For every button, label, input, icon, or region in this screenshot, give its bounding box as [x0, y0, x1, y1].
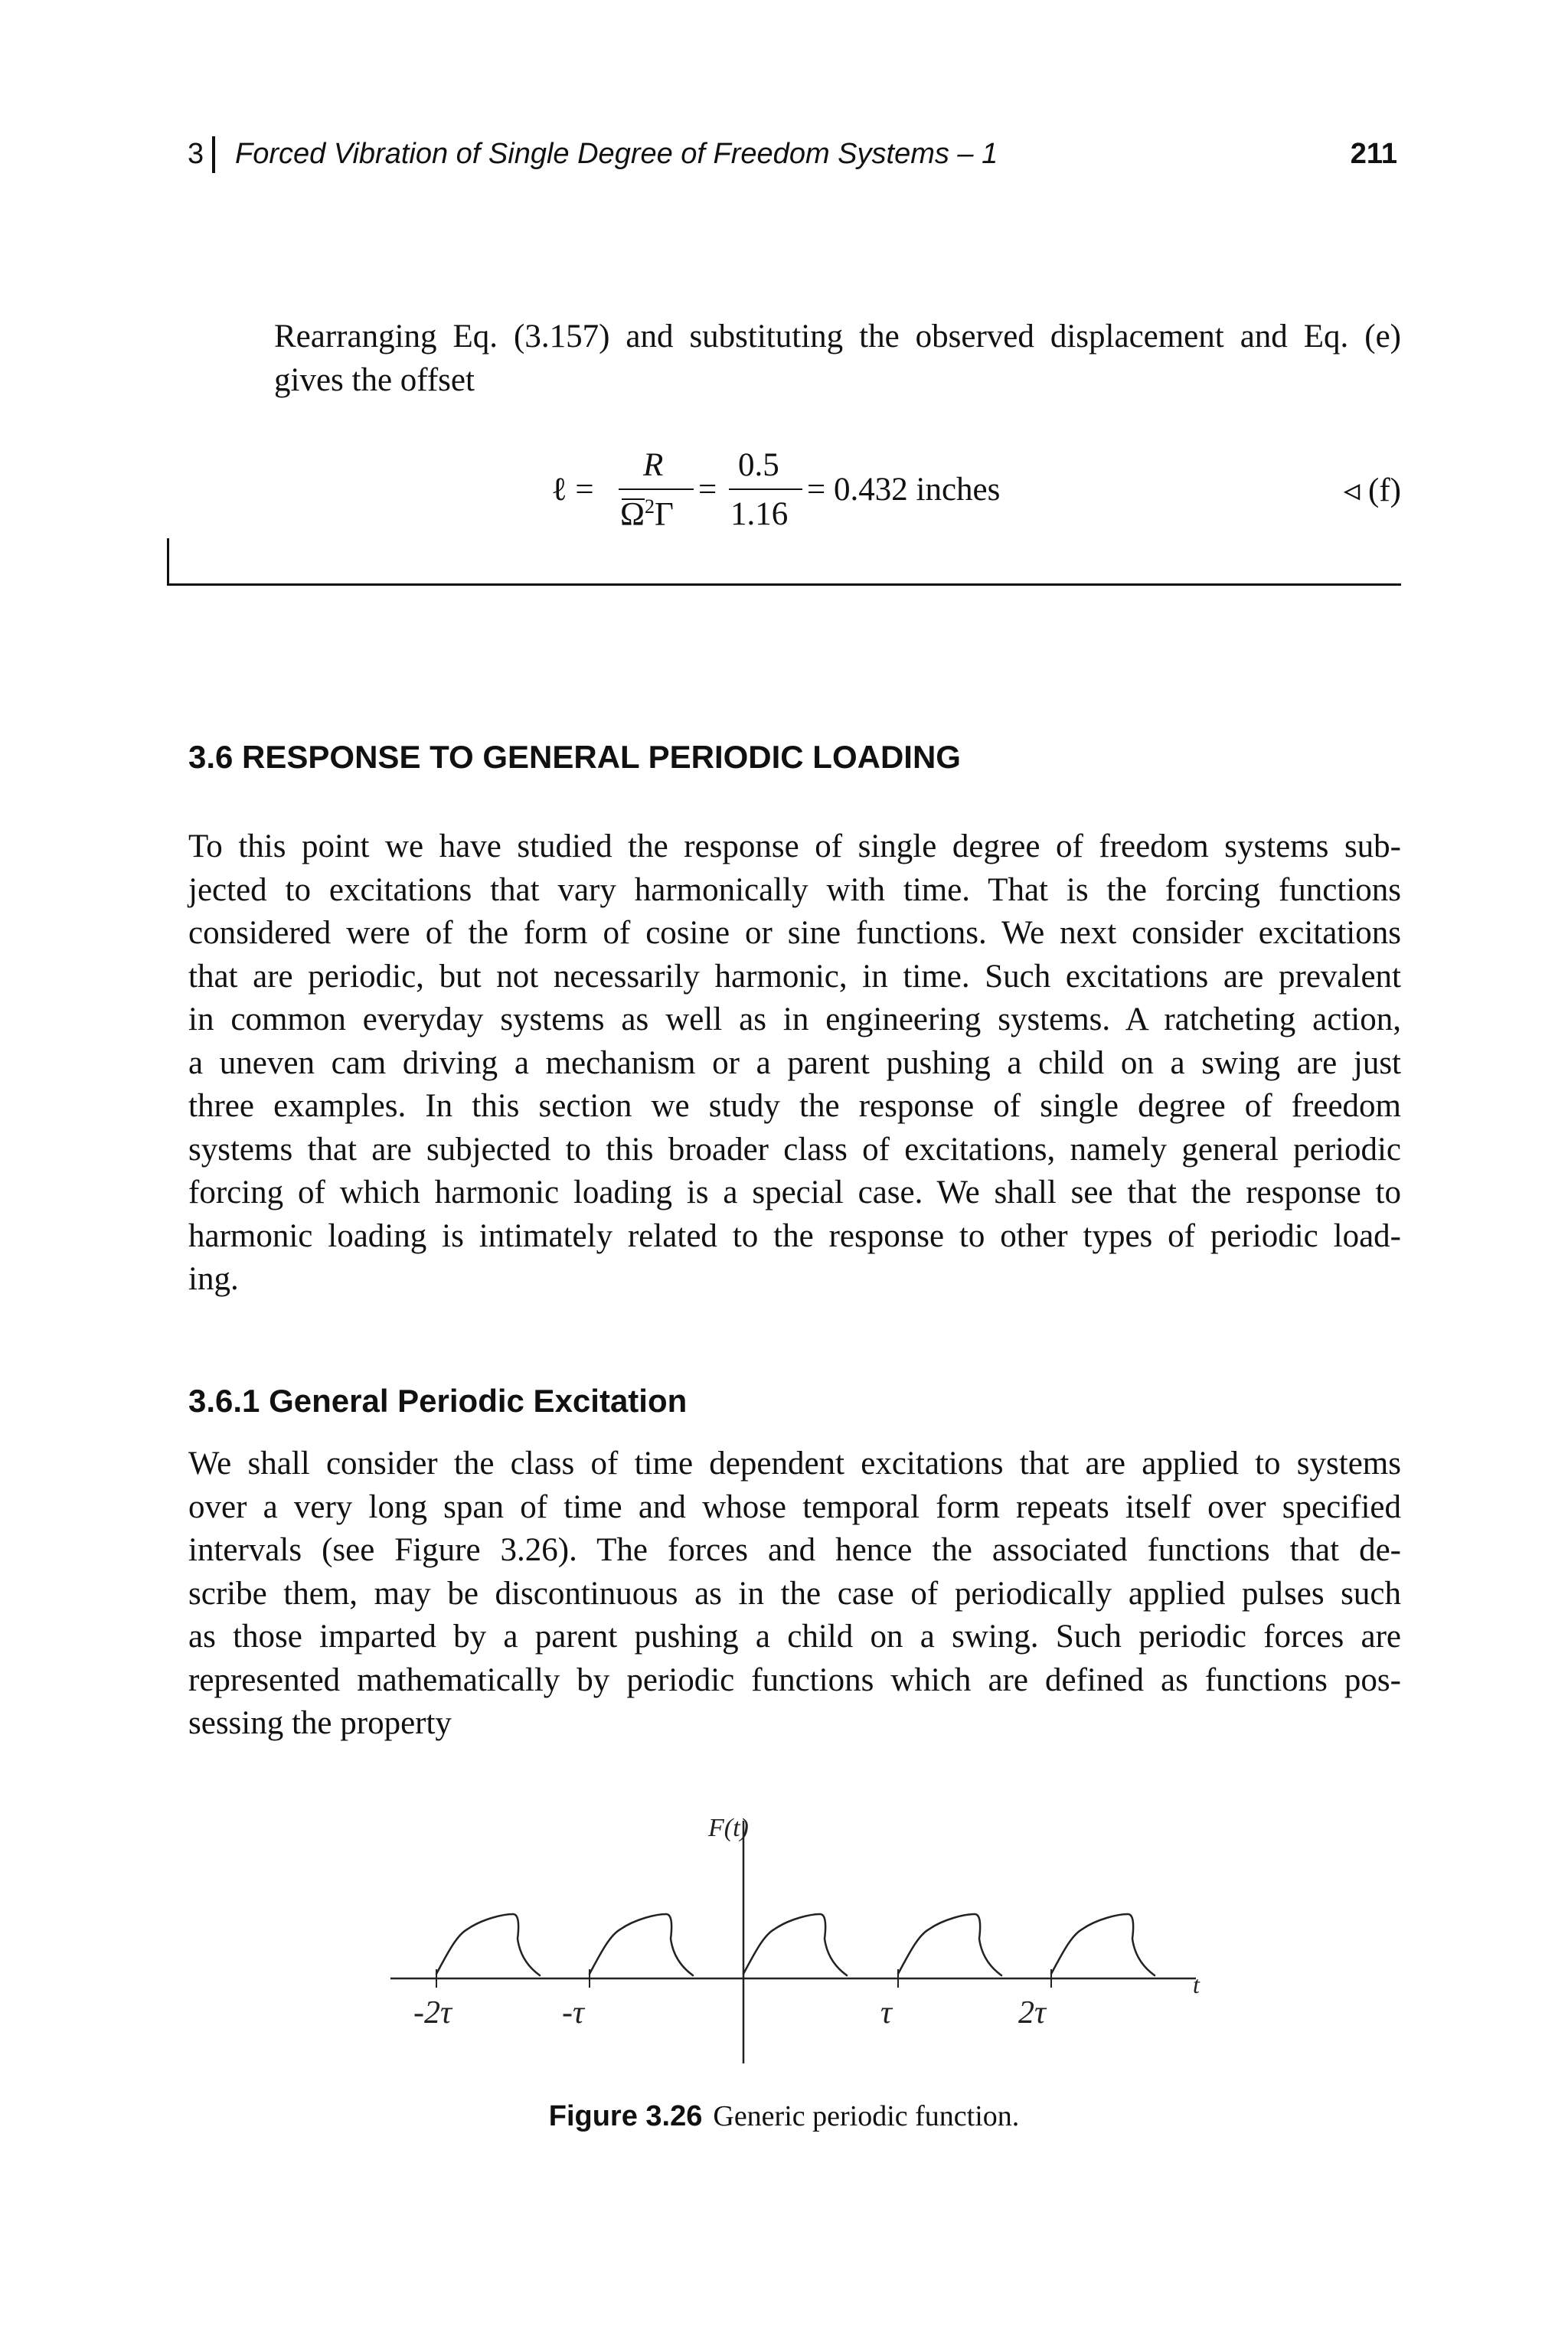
- text-line: gives the offset: [274, 361, 475, 398]
- equation-tag: ◃ (f): [1343, 472, 1401, 508]
- pulse: [436, 1914, 540, 1975]
- omega-symbol: Ω: [620, 496, 645, 533]
- text-line: represented mathematically by periodic functions which are defined as functions pos-: [188, 1661, 1401, 1698]
- subsection-heading: 3.6.1 General Periodic Excitation: [188, 1383, 688, 1419]
- equation-lhs: ℓ =: [551, 472, 594, 508]
- exponent: 2: [644, 495, 655, 518]
- pulse: [590, 1914, 693, 1975]
- example-box-rule: [167, 583, 1401, 586]
- text-line: ing.: [188, 1261, 239, 1297]
- fraction-bar: [729, 488, 802, 490]
- tick-label: τ: [880, 1995, 893, 2031]
- fraction-numerator: R: [643, 447, 664, 483]
- caption-text: Generic periodic function.: [713, 2100, 1020, 2132]
- text-line: We shall consider the class of time dependent excitations that are applied to systems: [188, 1446, 1401, 1482]
- pulse-waveform: [436, 1914, 1155, 1975]
- equation-f: [551, 448, 1401, 547]
- example-box-rule: [167, 538, 169, 586]
- intro-paragraph: [274, 315, 1401, 402]
- text-line: jected to excitations that vary harmonically with time. That is the forcing functions: [188, 871, 1401, 908]
- header-divider: [212, 136, 215, 173]
- text-line: To this point we have studied the response of single degree of freedom systems sub-: [188, 828, 1401, 864]
- text-line: three examples. In this section we study the response of single degree of freedom: [188, 1088, 1401, 1124]
- gamma-symbol: Γ: [654, 496, 674, 533]
- fraction-denominator: 1.16: [730, 496, 789, 532]
- y-axis-label: F(t): [708, 1814, 749, 1842]
- running-title: Forced Vibration of Single Degree of Freedom Systems – 1: [235, 138, 998, 170]
- running-header: [188, 135, 1397, 173]
- equation-result: = 0.432 inches: [807, 472, 1001, 508]
- text-line: a uneven cam driving a mechanism or a parent pushing a child on a swing are just: [188, 1044, 1401, 1081]
- figure-caption: [0, 2099, 1568, 2133]
- fraction-denominator: [620, 495, 674, 533]
- text-line: that are periodic, but not necessarily harmonic, in time. Such excitations are prevalent: [188, 958, 1401, 995]
- text-line: Rearranging Eq. (3.157) and substituting the observed displacement and Eq. (e): [274, 319, 1401, 354]
- text-line: intervals (see Figure 3.26). The forces and hence the associated functions that de-: [188, 1532, 1401, 1568]
- page-number: 211: [1350, 138, 1397, 170]
- text-line: harmonic loading is intimately related to the response to other types of periodic load-: [188, 1217, 1401, 1254]
- equals-sign: =: [698, 472, 717, 508]
- tick-label: -2τ: [413, 1995, 452, 2031]
- periodic-function-plot: [368, 1799, 1240, 2083]
- chapter-number: 3: [188, 138, 204, 170]
- subsection-paragraph: [188, 1442, 1401, 1746]
- text-line: systems that are subjected to this broader class of excitations, namely general periodic: [188, 1131, 1401, 1168]
- section-heading: 3.6 RESPONSE TO GENERAL PERIODIC LOADING: [188, 739, 961, 775]
- text-line: forcing of which harmonic loading is a special case. We shall see that the response to: [188, 1175, 1401, 1210]
- pulse: [1051, 1914, 1155, 1975]
- text-line: over a very long span of time and whose temporal form repeats itself over specified: [188, 1488, 1401, 1525]
- text-line: as those imparted by a parent pushing a child on a swing. Such periodic forces are: [188, 1619, 1401, 1655]
- section-paragraph: [188, 825, 1401, 1302]
- figure-label: Figure 3.26: [548, 2100, 703, 2132]
- x-axis-label: t: [1193, 1971, 1200, 1998]
- text-line: in common everyday systems as well as in engineering systems. A ratcheting action,: [188, 1001, 1401, 1037]
- fraction-bar: [619, 488, 694, 490]
- tick-label: -τ: [562, 1995, 585, 2031]
- fraction-numerator: 0.5: [738, 447, 779, 483]
- periodic-function-figure: [368, 1799, 1240, 2083]
- text-line: considered were of the form of cosine or sine functions. We next consider excitations: [188, 915, 1401, 951]
- pulse: [898, 1914, 1001, 1975]
- pulse: [743, 1914, 847, 1975]
- text-line: scribe them, may be discontinuous as in the case of periodically applied pulses such: [188, 1575, 1401, 1612]
- text-line: sessing the property: [188, 1705, 452, 1741]
- tick-label: 2τ: [1018, 1995, 1047, 2031]
